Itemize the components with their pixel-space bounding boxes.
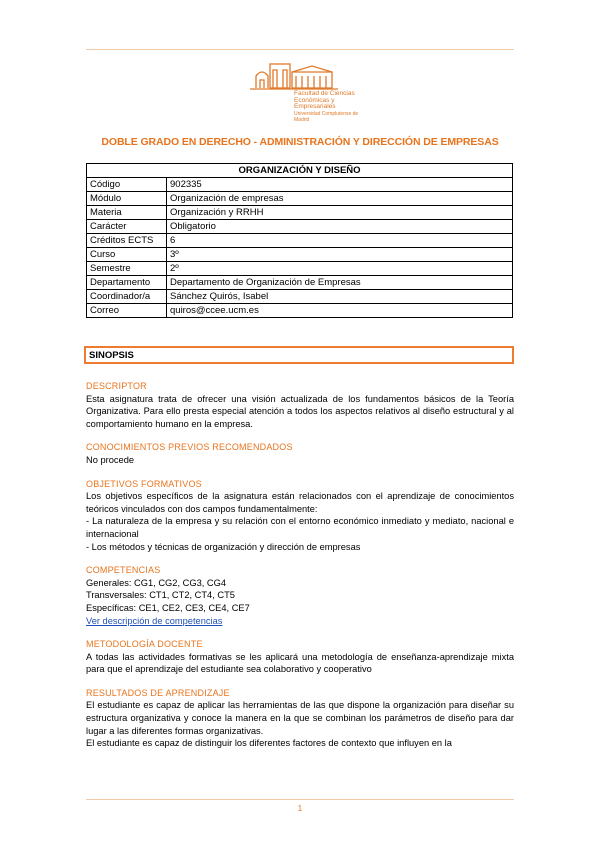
document-title: DOBLE GRADO EN DERECHO - ADMINISTRACIÓN Y DIRECCIÓN DE EMPRESAS <box>101 136 499 148</box>
section-header-sinopsis <box>84 346 514 364</box>
header-rule <box>86 49 514 50</box>
competencias-heading: COMPETENCIAS <box>86 565 161 576</box>
objetivos-item: - Los métodos y técnicas de organización y dirección de empresas <box>86 541 361 552</box>
objetivos-heading: OBJETIVOS FORMATIVOS <box>86 478 202 489</box>
table-row <box>87 178 513 192</box>
objetivos-text: Los objetivos específicos de la asignatura están relacionados con el aprendizaje de conocimientos teóricos vinculados con dos campos fundamentalmente: <box>86 491 514 514</box>
row-key: Carácter <box>87 220 167 234</box>
faculty-logo <box>248 58 360 123</box>
conocimientos-text: No procede <box>86 454 135 465</box>
table-row <box>87 290 513 304</box>
row-value: Obligatorio <box>167 220 513 234</box>
logo-text <box>294 91 364 124</box>
resultados-text-1: El estudiante es capaz de aplicar las herramientas de las que dispone la organización para diseñar su estructura organizativa y conoce la manera en la que se combinan los parámetros de diseño para dar lugar a las diferentes formas organizativas. <box>86 700 514 736</box>
row-key: Semestre <box>87 262 167 276</box>
table-header-row <box>87 164 513 178</box>
resultados-heading: RESULTADOS DE APRENDIZAJE <box>86 687 230 698</box>
section-title: SINOPSIS <box>89 350 134 361</box>
competencias-link[interactable]: Ver descripción de competencias <box>86 615 223 626</box>
row-key: Curso <box>87 248 167 262</box>
row-value: Departamento de Organización de Empresas <box>167 276 513 290</box>
competencias-generales: Generales: CG1, CG2, CG3, CG4 <box>86 577 227 588</box>
table-header: ORGANIZACIÓN Y DISEÑO <box>87 164 513 178</box>
logo-line-1: Facultad de Ciencias <box>294 90 355 97</box>
resultados-text-2: El estudiante es capaz de distinguir los diferentes factores de contexto que influyen en la <box>86 738 452 749</box>
row-value: Organización de empresas <box>167 192 513 206</box>
course-info-table <box>86 163 513 318</box>
row-value: 902335 <box>167 178 513 192</box>
table-row <box>87 234 513 248</box>
row-value: 3º <box>167 248 513 262</box>
objetivos-item: - La naturaleza de la empresa y su relación con el entorno económico inmediato y mediato, nacional e internacional <box>86 516 514 539</box>
table-row <box>87 248 513 262</box>
row-value: quiros@ccee.ucm.es <box>167 304 513 318</box>
table-row <box>87 192 513 206</box>
descriptor-heading: DESCRIPTOR <box>86 381 147 391</box>
row-value: 6 <box>167 234 513 248</box>
row-value: Sánchez Quirós, Isabel <box>167 290 513 304</box>
row-key: Materia <box>87 206 167 220</box>
competencias-especificas: Específicas: CE1, CE2, CE3, CE4, CE7 <box>86 602 250 613</box>
metodologia-text: A todas las actividades formativas se les aplicará una metodología de enseñanza-aprendizaje mixta para que el aprendizaje del estudiante sea colaborativo y cooperativo <box>86 651 514 675</box>
conocimientos-heading: CONOCIMIENTOS PREVIOS RECOMENDADOS <box>86 442 293 453</box>
row-key: Código <box>87 178 167 192</box>
table-row <box>87 206 513 220</box>
footer-rule <box>86 799 514 800</box>
row-value: Organización y RRHH <box>167 206 513 220</box>
row-key: Departamento <box>87 276 167 290</box>
table-row <box>87 304 513 318</box>
logo-line-3: Universidad Complutense de Madrid <box>294 110 359 123</box>
table-row <box>87 220 513 234</box>
competencias-transversales: Transversales: CT1, CT2, CT4, CT5 <box>86 590 235 601</box>
sinopsis-content <box>86 380 514 750</box>
row-key: Correo <box>87 304 167 318</box>
table-row <box>87 276 513 290</box>
table-row <box>87 262 513 276</box>
row-key: Créditos ECTS <box>87 234 167 248</box>
row-key: Módulo <box>87 192 167 206</box>
logo-line-2: Económicas y Empresariales <box>294 96 336 110</box>
row-value: 2º <box>167 262 513 276</box>
metodologia-heading: METODOLOGÍA DOCENTE <box>86 639 203 650</box>
descriptor-text: Esta asignatura trata de ofrecer una visión actualizada de los fundamentos básicos de la Teoría Organizativa. Para ello presta especial atención a todos los aspectos relativos al diseño estructural y al comportamiento humano en la empresa. <box>86 393 514 429</box>
row-key: Coordinador/a <box>87 290 167 304</box>
page-number: 1 <box>297 804 303 813</box>
